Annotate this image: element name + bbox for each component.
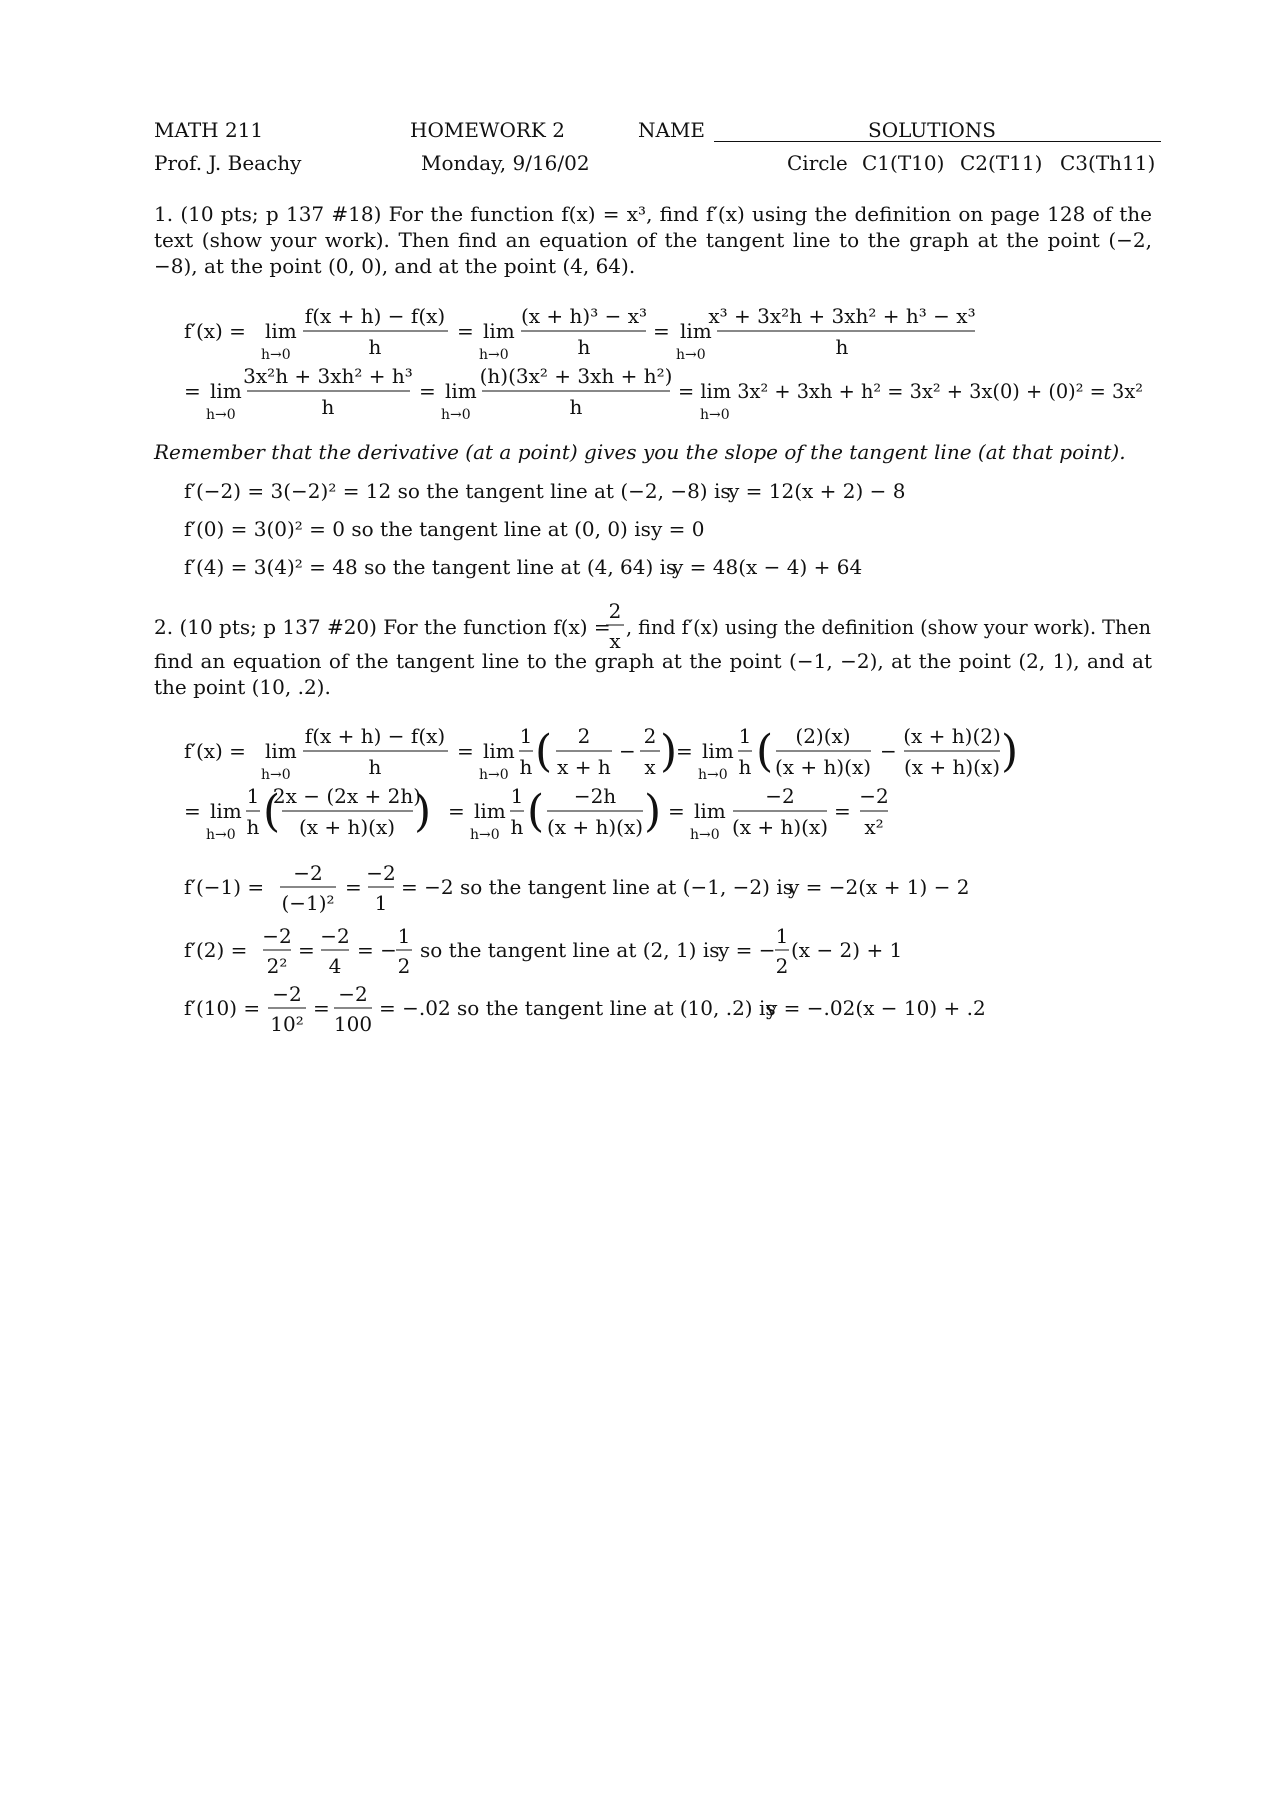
equals-sign: = (457, 739, 474, 763)
fraction-numerator: 1 (246, 784, 260, 808)
fraction-denominator: (x + h)(x) (774, 755, 872, 779)
assignment-title: HOMEWORK 2 (410, 118, 565, 142)
fraction-denominator: h (368, 755, 382, 779)
limit-subscript: h→0 (676, 347, 706, 363)
section-option: C1(T10) (862, 151, 945, 175)
limit-subscript: h→0 (206, 827, 236, 843)
fraction-numerator: f(x + h) − f(x) (304, 304, 446, 328)
limit-subscript: h→0 (700, 407, 730, 423)
professor-label: Prof. J. Beachy (154, 151, 302, 175)
minus-sign: − (619, 739, 636, 763)
limit-operator: lim (694, 799, 726, 823)
limit-operator: lim (483, 739, 515, 763)
fraction-numerator: −2 (293, 861, 323, 885)
fraction-denominator: (x + h)(x) (546, 815, 644, 839)
minus-sign: − (880, 739, 897, 763)
fraction-denominator: (x + h)(x) (298, 815, 396, 839)
derivative-at-point: f′(2) = (184, 938, 248, 962)
fraction-numerator: −2 (320, 924, 350, 948)
left-paren: ( (756, 726, 774, 777)
fraction-denominator: 10² (270, 1012, 304, 1036)
derivative-lhs: f′(x) = (184, 319, 246, 343)
section-option: C2(T11) (960, 151, 1043, 175)
fraction-denominator: h (835, 335, 849, 359)
fraction-denominator: 100 (333, 1012, 373, 1036)
fraction-denominator: (−1)² (281, 891, 335, 915)
fraction-numerator: −2 (765, 784, 795, 808)
limit-subscript: h→0 (441, 407, 471, 423)
fraction-denominator: (x + h)(x) (731, 815, 829, 839)
limit-operator: lim (265, 319, 297, 343)
tangent-line-equation: (x − 2) + 1 (791, 938, 903, 962)
derivative-result: = lim 3x² + 3xh + h² = 3x² + 3x(0) + (0)² = 3x² (678, 379, 1143, 403)
tangent-line-equation: y = −.02(x − 10) + .2 (766, 996, 986, 1020)
limit-subscript: h→0 (479, 347, 509, 363)
fraction-denominator: x (644, 755, 656, 779)
circle-label: Circle (787, 151, 848, 175)
left-paren: ( (527, 786, 545, 837)
equals-sign: = (313, 996, 330, 1020)
fraction-denominator: 2 (775, 954, 789, 978)
tangent-calculation: f′(0) = 3(0)² = 0 so the tangent line at (0, 0) is (184, 517, 651, 541)
tangent-line-equation: y = 12(x + 2) − 8 (728, 479, 906, 503)
fraction-numerator: −2 (859, 784, 889, 808)
tangent-line-equation: y = 48(x − 4) + 64 (672, 555, 863, 579)
equals-sign: = (345, 875, 362, 899)
fraction-numerator: −2 (272, 982, 302, 1006)
fraction-denominator: 4 (328, 954, 342, 978)
course-label: MATH 211 (154, 118, 264, 142)
section-option: C3(Th11) (1060, 151, 1156, 175)
fraction-numerator: x³ + 3x²h + 3xh² + h³ − x³ (708, 304, 976, 328)
limit-subscript: h→0 (206, 407, 236, 423)
equals-sign: = (676, 739, 693, 763)
derivative-lhs: f′(x) = (184, 739, 246, 763)
tangent-calculation: = −.02 so the tangent line at (10, .2) is (379, 996, 776, 1020)
fraction-numerator: −2 (338, 982, 368, 1006)
fraction-denominator: (x + h)(x) (903, 755, 1001, 779)
fraction-denominator: h (368, 335, 382, 359)
fraction-denominator: h (569, 395, 583, 419)
left-paren: ( (535, 726, 553, 777)
fraction-denominator: h (246, 815, 260, 839)
limit-subscript: h→0 (261, 767, 291, 783)
limit-operator: lim (210, 379, 242, 403)
tangent-line-equation: y = −2(x + 1) − 2 (788, 875, 970, 899)
fraction-denominator: h (738, 755, 752, 779)
right-paren: ) (414, 786, 432, 837)
fraction-denominator: 1 (374, 891, 388, 915)
remark-text: Remember that the derivative (at a point) gives you the slope of the tangent line (at that point). (154, 440, 1126, 464)
limit-operator: lim (474, 799, 506, 823)
limit-subscript: h→0 (470, 827, 500, 843)
limit-subscript: h→0 (261, 347, 291, 363)
fraction-numerator: 3x²h + 3xh² + h³ (243, 364, 413, 388)
left-paren: ( (263, 786, 281, 837)
fraction-numerator: −2 (262, 924, 292, 948)
fraction-denominator: x (609, 629, 621, 653)
equals-sign: = (457, 319, 474, 343)
fraction-numerator: −2 (366, 861, 396, 885)
fraction-denominator: 2² (266, 954, 288, 978)
fraction-numerator: (x + h)(2) (903, 724, 1001, 748)
fraction-numerator: −2h (573, 784, 617, 808)
tangent-calculation: = −2 so the tangent line at (−1, −2) is (401, 875, 793, 899)
derivative-at-point: f′(10) = (184, 996, 261, 1020)
problem-1-statement: 1. (10 pts; p 137 #18) For the function f(x) = x³, find f′(x) using the definition on page 128 of the text (show your work). Then find an equation of the tangent line to the graph at the point (−2, −8), at the point (0, 0), and at the point (4, 64). (154, 202, 1152, 278)
tangent-line-equation: y = − (718, 938, 776, 962)
equals-sign: = (298, 938, 315, 962)
problem-2-derivation (0, 710, 1280, 860)
fraction-numerator: 2 (577, 724, 591, 748)
fraction-denominator: 2 (397, 954, 411, 978)
fraction-numerator: (2)(x) (795, 724, 851, 748)
limit-subscript: h→0 (698, 767, 728, 783)
limit-operator: lim (702, 739, 734, 763)
tangent-calculation: f′(−2) = 3(−2)² = 12 so the tangent line at (−2, −8) is (184, 479, 731, 503)
fraction-denominator: h (510, 815, 524, 839)
fraction-denominator: h (577, 335, 591, 359)
equals-sign: = (668, 799, 685, 823)
fraction-numerator: 1 (738, 724, 752, 748)
fraction-numerator: 2 (608, 600, 622, 623)
fraction-denominator: x² (864, 815, 884, 839)
fraction-numerator: 1 (775, 924, 789, 948)
equals-sign: = (419, 379, 436, 403)
limit-subscript: h→0 (479, 767, 509, 783)
right-paren: ) (644, 786, 662, 837)
limit-operator: lim (265, 739, 297, 763)
equals-sign: = (184, 379, 201, 403)
limit-operator: lim (680, 319, 712, 343)
equals-sign: = (184, 799, 201, 823)
name-label: NAME (638, 118, 706, 142)
fraction-numerator: (x + h)³ − x³ (520, 304, 648, 328)
fraction-denominator: h (321, 395, 335, 419)
right-paren: ) (660, 726, 678, 777)
problem-2-instruction: , find f′(x) using the definition (show your work). Then (626, 615, 1152, 639)
equals-sign: = (653, 319, 670, 343)
problem-2-statement: find an equation of the tangent line to the graph at the point (−1, −2), at the point (2, 1), and at the point (10, .2). (154, 649, 1152, 699)
fraction-denominator: x + h (557, 755, 611, 779)
fraction-numerator: 2 (643, 724, 657, 748)
fraction-numerator: 2x − (2x + 2h) (272, 784, 422, 808)
right-paren: ) (1001, 726, 1019, 777)
tangent-line-equation: y = 0 (651, 517, 705, 541)
limit-operator: lim (210, 799, 242, 823)
problem-1-derivation (0, 290, 1280, 430)
limit-operator: lim (445, 379, 477, 403)
fraction-numerator: (h)(3x² + 3xh + h²) (479, 364, 673, 388)
fraction-numerator: 1 (519, 724, 533, 748)
fraction-numerator: 1 (397, 924, 411, 948)
name-value: SOLUTIONS (868, 118, 996, 142)
problem-2-tangent-lines (0, 860, 1280, 1060)
derivative-at-point: f′(−1) = (184, 875, 265, 899)
limit-operator: lim (483, 319, 515, 343)
date-label: Monday, 9/16/02 (421, 151, 590, 175)
equals-sign: = (448, 799, 465, 823)
equals-sign: = (834, 799, 851, 823)
limit-subscript: h→0 (690, 827, 720, 843)
equals-minus: = − (357, 938, 397, 962)
problem-2-intro: 2. (10 pts; p 137 #20) For the function f(x) = (154, 615, 611, 639)
fraction-numerator: f(x + h) − f(x) (304, 724, 446, 748)
tangent-calculation: so the tangent line at (2, 1) is (420, 938, 720, 962)
fraction-denominator: h (519, 755, 533, 779)
name-underline (714, 141, 1161, 142)
fraction-numerator: 1 (510, 784, 524, 808)
tangent-calculation: f′(4) = 3(4)² = 48 so the tangent line at (4, 64) is (184, 555, 677, 579)
